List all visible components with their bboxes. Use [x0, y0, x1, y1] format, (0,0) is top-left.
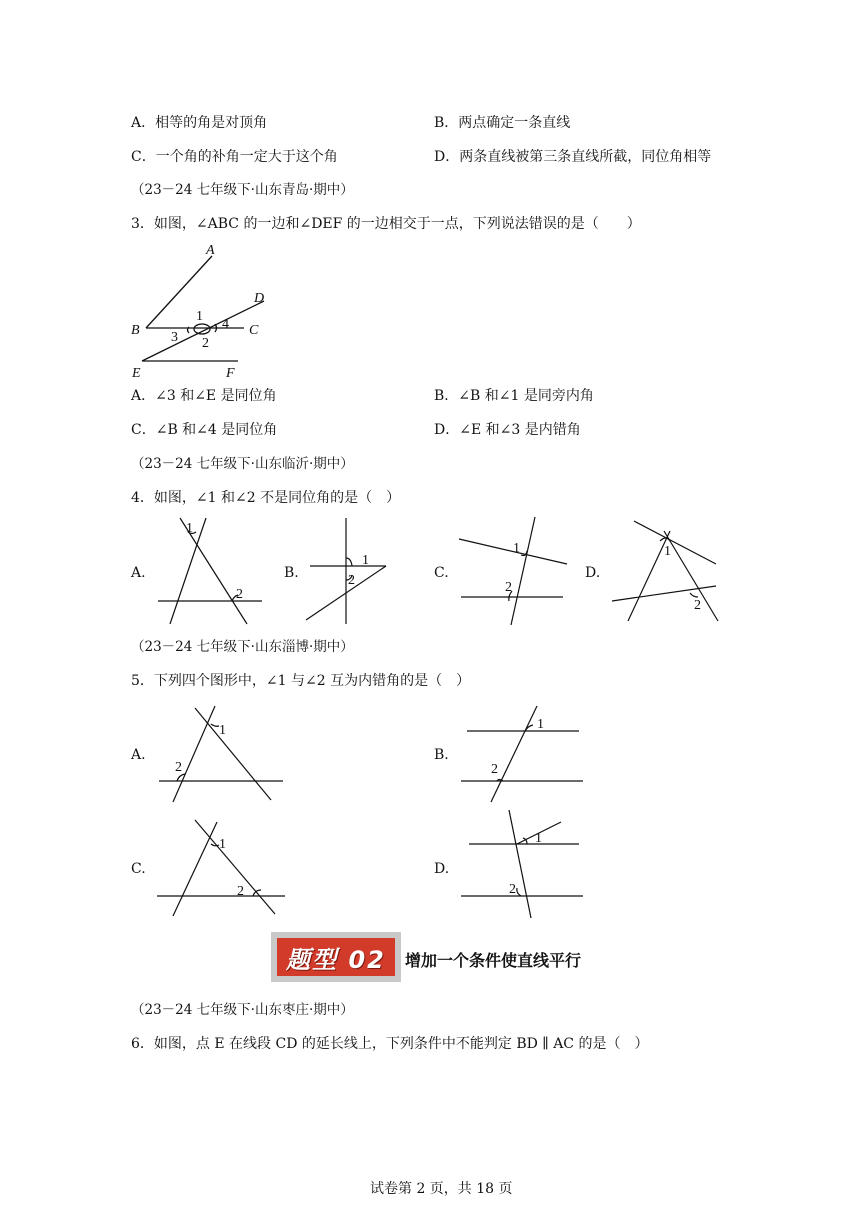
q5d-angle-2: 2: [509, 882, 516, 897]
q6-stem: 6．如图，点 E 在线段 CD 的延长线上，下列条件中不能判定 BD ∥ AC 的是（ ）: [131, 1036, 649, 1052]
q4-option-c-label: C.: [434, 565, 449, 581]
q4-option-d-label: D.: [585, 565, 601, 581]
q4-option-b-label: B.: [284, 565, 299, 581]
section-badge-text: 题型 02: [277, 938, 395, 976]
q4a-angle-2: 2: [236, 587, 243, 602]
q5a-angle-1: 1: [219, 723, 226, 738]
q5-source: （23－24 七年级下·山东淄博·期中）: [131, 639, 354, 655]
q5c-angle-2: 2: [237, 884, 244, 899]
q3-option-b: B．∠B 和∠1 是同旁内角: [434, 388, 594, 404]
q4a-angle-1: 1: [186, 521, 193, 536]
section-title: 增加一个条件使直线平行: [405, 951, 582, 970]
q4d-angle-1: 1: [664, 544, 671, 559]
q5d-angle-1: 1: [535, 831, 542, 846]
q3-label-d: D: [254, 291, 265, 306]
q4c-angle-2: 2: [505, 580, 512, 595]
q3-label-e: E: [132, 366, 141, 380]
q4-figure-a: [150, 512, 270, 626]
q5-option-d-label: D.: [434, 861, 450, 877]
q4b-angle-1: 1: [362, 553, 369, 568]
q5-option-a-label: A.: [131, 747, 146, 763]
q5-stem: 5．下列四个图形中，∠1 与∠2 互为内错角的是（ ）: [131, 673, 471, 689]
q5-option-c-label: C.: [131, 861, 146, 877]
q3-stem: 3．如图，∠ABC 的一边和∠DEF 的一边相交于一点，下列说法错误的是（ ）: [131, 216, 641, 232]
q5-figure-c: [155, 818, 287, 918]
section-badge: [271, 932, 401, 982]
q3-angle-3: 3: [171, 330, 178, 345]
q6-source: （23－24 七年级下·山东枣庄·期中）: [131, 1002, 354, 1018]
q4-figure-b: [300, 516, 396, 626]
q3-angle-4: 4: [222, 317, 229, 332]
q3-label-f: F: [226, 366, 235, 380]
q3-option-d: D．∠E 和∠3 是内错角: [434, 422, 581, 438]
q2-option-d: D．两条直线被第三条直线所截，同位角相等: [434, 149, 712, 165]
page-footer: 试卷第 2 页，共 18 页: [370, 1181, 513, 1197]
q5-figure-a: [155, 704, 287, 804]
q4d-angle-2: 2: [694, 598, 701, 613]
q3-angle-1: 1: [196, 309, 203, 324]
q3-figure: [126, 238, 276, 380]
q3-source: （23－24 七年级下·山东青岛·期中）: [131, 182, 354, 198]
q4-option-a-label: A.: [131, 565, 146, 581]
q3-label-a: A: [206, 243, 215, 258]
q3-option-c: C．∠B 和∠4 是同位角: [131, 422, 278, 438]
q2-option-c: C．一个角的补角一定大于这个角: [131, 149, 338, 165]
q5c-angle-1: 1: [219, 837, 226, 852]
q5-option-b-label: B.: [434, 747, 449, 763]
q5-figure-d: [455, 808, 587, 920]
q5a-angle-2: 2: [175, 760, 182, 775]
q5b-angle-1: 1: [537, 717, 544, 732]
q3-label-c: C: [249, 323, 259, 338]
q4-figure-d: [606, 517, 724, 625]
q5-figure-b: [455, 704, 587, 804]
q4-stem: 4．如图，∠1 和∠2 不是同位角的是（ ）: [131, 490, 401, 506]
q5b-angle-2: 2: [491, 762, 498, 777]
q3-label-b: B: [131, 323, 140, 338]
q4-source: （23－24 七年级下·山东临沂·期中）: [131, 456, 354, 472]
q3-option-a: A．∠3 和∠E 是同位角: [131, 388, 277, 404]
q4-figure-c: [455, 515, 570, 627]
q4c-angle-1: 1: [513, 541, 520, 556]
q3-angle-2: 2: [202, 336, 209, 351]
q2-option-b: B．两点确定一条直线: [434, 115, 571, 131]
q2-option-a: A．相等的角是对顶角: [131, 115, 268, 131]
q4b-angle-2: 2: [348, 573, 355, 588]
